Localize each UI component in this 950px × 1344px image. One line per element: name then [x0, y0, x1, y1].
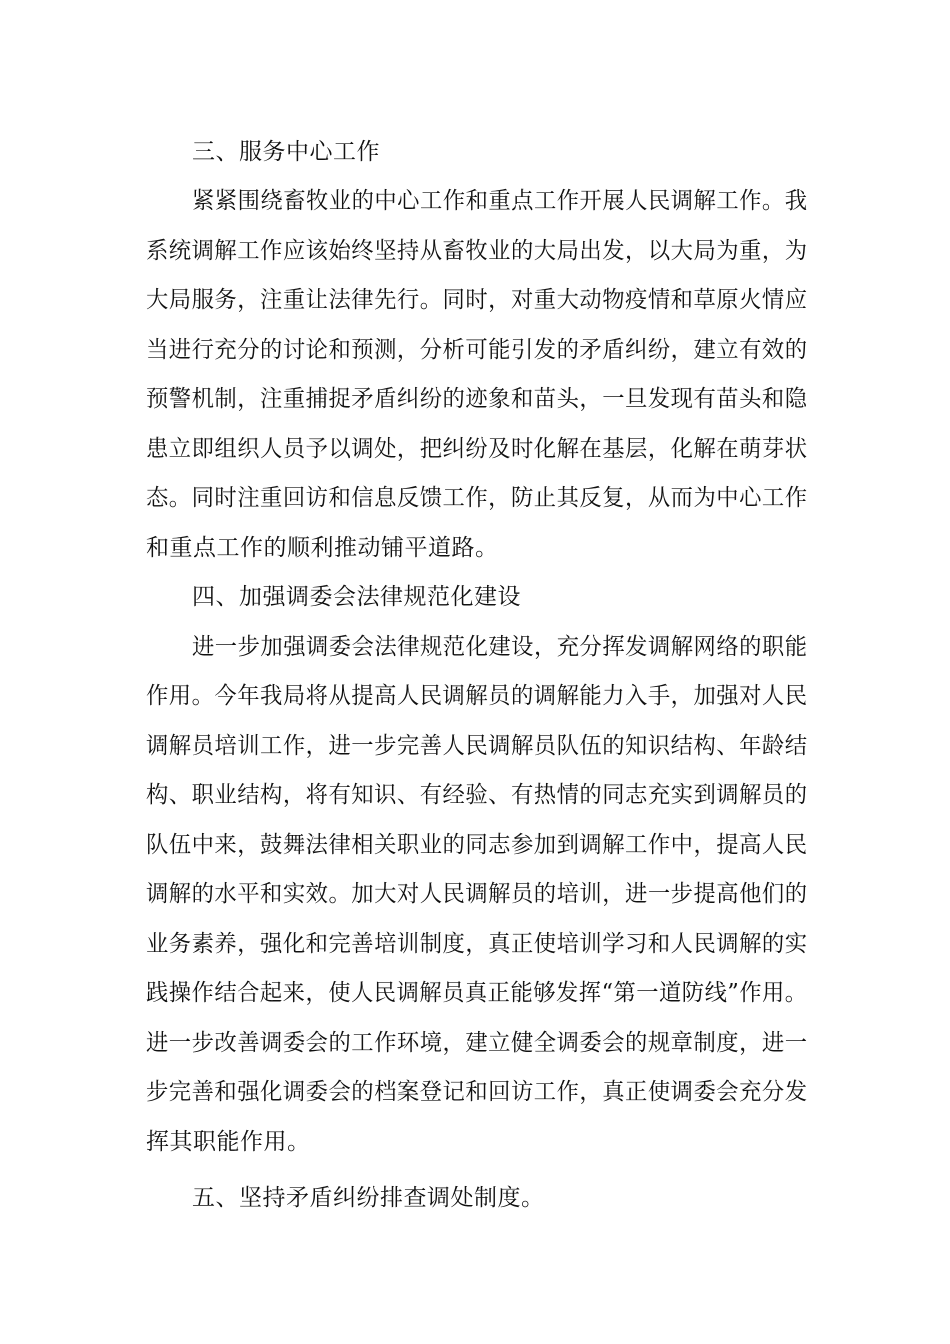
heading-3: 三、服务中心工作 — [192, 139, 380, 165]
paragraph-line: 系统调解工作应该始终坚持从畜牧业的大局出发，以大局为重，为 — [146, 238, 808, 264]
paragraph-line: 步完善和强化调委会的档案登记和回访工作，真正使调委会充分发 — [146, 1079, 808, 1105]
paragraph-line: 队伍中来，鼓舞法律相关职业的同志参加到调解工作中，提高人民 — [146, 832, 808, 858]
heading-4: 四、加强调委会法律规范化建设 — [192, 584, 521, 610]
paragraph-line: 挥其职能作用。 — [146, 1129, 311, 1155]
paragraph-line: 进一步改善调委会的工作环境，建立健全调委会的规章制度，进一 — [146, 1030, 808, 1056]
paragraph-line: 当进行充分的讨论和预测，分析可能引发的矛盾纠纷，建立有效的 — [146, 337, 808, 363]
paragraph-line: 践操作结合起来，使人民调解员真正能够发挥“第一道防线”作用。 — [146, 980, 808, 1006]
heading-5: 五、坚持矛盾纠纷排查调处制度。 — [192, 1185, 545, 1211]
paragraph-line: 调解员培训工作，进一步完善人民调解员队伍的知识结构、年龄结 — [146, 733, 808, 759]
paragraph-line: 患立即组织人员予以调处，把纠纷及时化解在基层，化解在萌芽状 — [146, 436, 808, 462]
paragraph-line: 态。同时注重回访和信息反馈工作，防止其反复，从而为中心工作 — [146, 485, 808, 511]
paragraph-line: 和重点工作的顺利推动铺平道路。 — [146, 535, 499, 561]
paragraph-line: 构、职业结构，将有知识、有经验、有热情的同志充实到调解员的 — [146, 782, 808, 808]
paragraph-line: 业务素养，强化和完善培训制度，真正使培训学习和人民调解的实 — [146, 931, 808, 957]
paragraph-line: 作用。今年我局将从提高人民调解员的调解能力入手，加强对人民 — [146, 683, 808, 709]
paragraph-line: 预警机制，注重捕捉矛盾纠纷的迹象和苗头，一旦发现有苗头和隐 — [146, 386, 808, 412]
paragraph-line: 大局服务，注重让法律先行。同时，对重大动物疫情和草原火情应 — [146, 287, 808, 313]
paragraph-line: 紧紧围绕畜牧业的中心工作和重点工作开展人民调解工作。我 — [192, 188, 808, 214]
paragraph-line: 进一步加强调委会法律规范化建设，充分挥发调解网络的职能 — [192, 634, 808, 660]
paragraph-line: 调解的水平和实效。加大对人民调解员的培训，进一步提高他们的 — [146, 881, 808, 907]
